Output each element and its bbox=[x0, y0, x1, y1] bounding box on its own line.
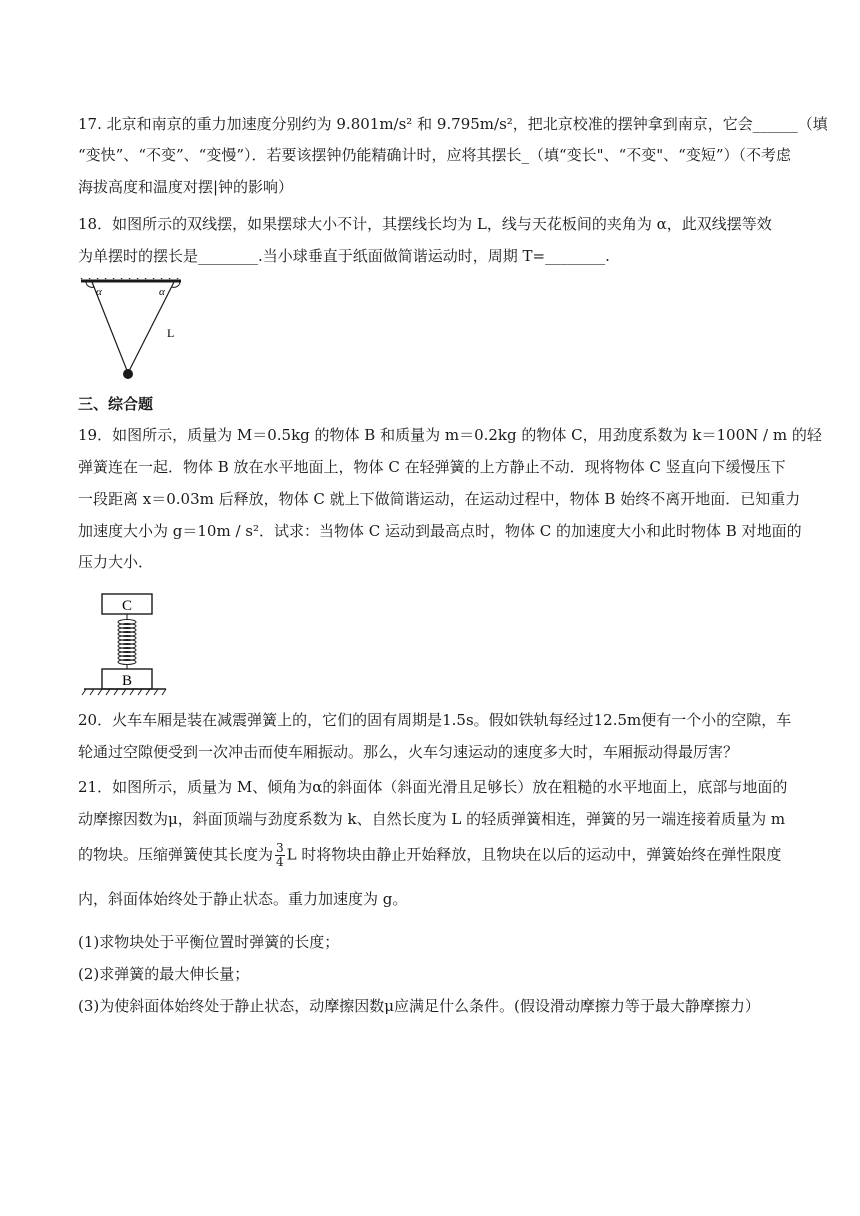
q21-line-3-prefix: 的物块。压缩弹簧使其长度为 bbox=[78, 845, 274, 864]
right-angle-label: α bbox=[159, 286, 165, 298]
q19-line-3: 一段距离 x＝0.03m 后释放，物体 C 就上下做简谐运动，在运动过程中，物体 B 始终不离开地面．已知重力 bbox=[78, 490, 801, 508]
q19-line-2: 弹簧连在一起．物体 B 放在水平地面上，物体 C 在轻弹簧的上方静止不动．现将物体 C 竖直向下缓慢压下 bbox=[78, 458, 786, 476]
pendulum-bob bbox=[123, 369, 133, 379]
left-angle-label: α bbox=[96, 286, 102, 298]
bifilar-pendulum-figure bbox=[76, 278, 188, 382]
q20-line-2: 轮通过空隙便受到一次冲击而使车厢振动。那么，火车匀速运动的速度多大时，车厢振动得最厉害？ bbox=[78, 743, 739, 761]
q18-line-2: 为单摆时的摆长是________.当小球垂直于纸面做简谐运动时，周期 T=________. bbox=[78, 247, 610, 265]
q17-line-1: 17. 北京和南京的重力加速度分别约为 9.801m/s² 和 9.795m/s²，把北京校准的摆钟拿到南京，它会______（填 bbox=[78, 115, 828, 133]
q21-sub-3: (3)为使斜面体始终处于静止状态，动摩擦因数μ应满足什么条件。(假设滑动摩擦力等于最大静摩擦力） bbox=[78, 997, 760, 1015]
q21-sub-2: (2)求弹簧的最大伸长量； bbox=[78, 965, 250, 983]
q19-line-5: 压力大小． bbox=[78, 553, 154, 571]
q19-line-4: 加速度大小为 g＝10m / s²．试求：当物体 C 运动到最高点时，物体 C 的加速度大小和此时物体 B 对地面的 bbox=[78, 522, 802, 540]
fraction-denominator: 4 bbox=[276, 855, 284, 869]
q21-line-2: 动摩擦因数为μ，斜面顶端与劲度系数为 k、自然长度为 L 的轻质弹簧相连，弹簧的另一端连接着质量为 m bbox=[78, 810, 786, 828]
q20-line-1: 20．火车车厢是装在减震弹簧上的，它们的固有周期是1.5s。假如铁轨每经过12.5m便有一个小的空隙，车 bbox=[78, 711, 792, 729]
ground-hatch bbox=[82, 689, 166, 695]
q21-line-4: 内，斜面体始终处于静止状态。重力加速度为 g。 bbox=[78, 890, 408, 908]
q17-line-2: “变快”、“不变”、“变慢”）．若要该摆钟仍能精确计时，应将其摆长_（填“变长"、“不变"、“变短”）（不考虑 bbox=[78, 146, 791, 164]
fraction-numerator: 3 bbox=[276, 841, 284, 855]
q19-line-1: 19．如图所示，质量为 M＝0.5kg 的物体 B 和质量为 m＝0.2kg 的物体 C，用劲度系数为 k＝100N / m 的轻 bbox=[78, 426, 822, 444]
ceiling-hatch bbox=[81, 278, 181, 281]
q21-line-3 bbox=[78, 842, 781, 869]
three-quarters-fraction bbox=[275, 842, 285, 869]
section-3-heading: 三、综合题 bbox=[78, 395, 154, 413]
block-b-label: B bbox=[121, 673, 133, 689]
q21-line-3-suffix: L 时将物块由静止开始释放，且物块在以后的运动中，弹簧始终在弹性限度 bbox=[286, 845, 782, 864]
q18-line-1: 18．如图所示的双线摆，如果摆球大小不计，其摆线长均为 L，线与天花板间的夹角为 α，此双线摆等效 bbox=[78, 215, 772, 233]
spring bbox=[118, 614, 136, 669]
string-length-label: L bbox=[167, 326, 175, 340]
q17-line-3: 海拔高度和温度对摆|钟的影响） bbox=[78, 178, 294, 196]
q21-sub-1: (1)求物块处于平衡位置时弹簧的长度； bbox=[78, 933, 340, 951]
block-c-label: C bbox=[121, 598, 133, 614]
spring-block-figure bbox=[80, 590, 170, 700]
q21-line-1: 21．如图所示，质量为 M、倾角为α的斜面体（斜面光滑且足够长）放在粗糙的水平地面上，底部与地面的 bbox=[78, 778, 788, 796]
